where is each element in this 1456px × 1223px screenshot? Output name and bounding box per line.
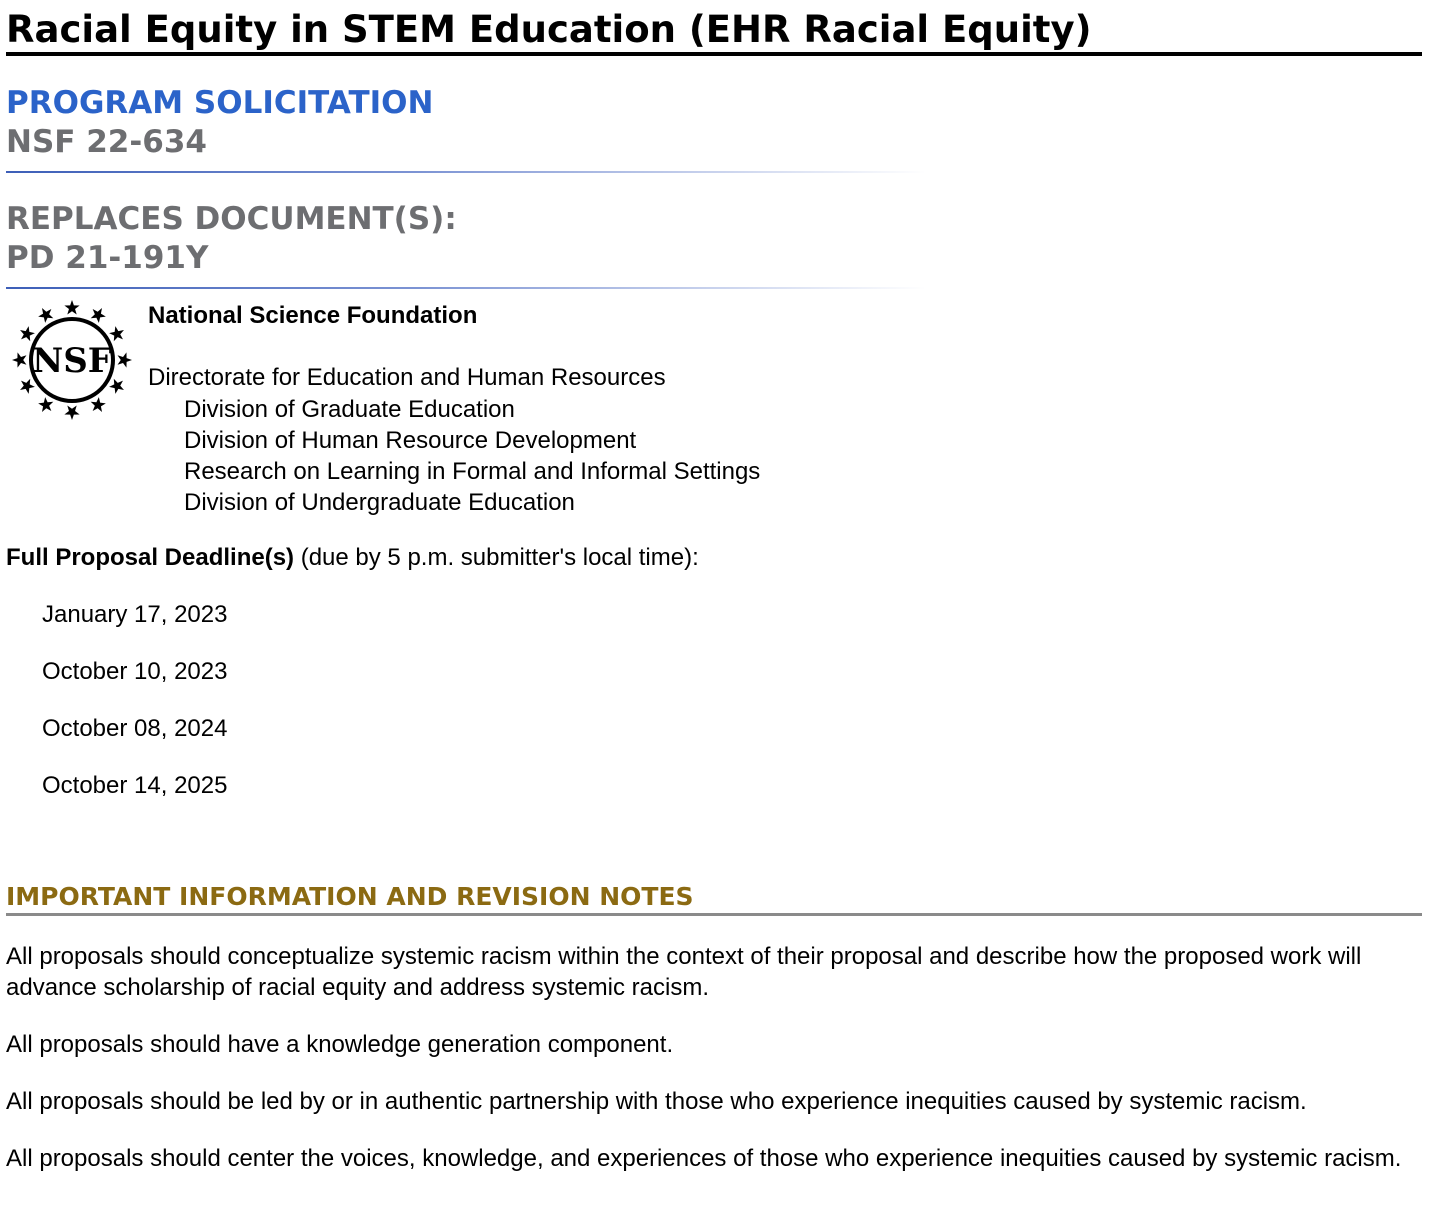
seal-star-icon: [91, 308, 106, 323]
seal-star-icon: [20, 326, 35, 341]
revision-note: All proposals should be led by or in authentic partnership with those who experience inequities caused by systemic racism.: [6, 1088, 1307, 1115]
division-item: Division of Human Resource Development: [184, 427, 637, 454]
revision-notes-heading: IMPORTANT INFORMATION AND REVISION NOTES: [6, 881, 1422, 916]
deadline-date: October 08, 2024: [42, 715, 228, 742]
revision-note: All proposals should have a knowledge generation component.: [6, 1031, 674, 1058]
seal-star-icon: [64, 406, 79, 420]
deadline-date: October 14, 2025: [42, 772, 228, 799]
division-item: Division of Graduate Education: [184, 396, 515, 423]
seal-star-icon: [118, 352, 132, 367]
seal-star-icon: [38, 397, 53, 412]
seal-star-icon: [12, 352, 26, 367]
deadline-date: January 17, 2023: [42, 601, 228, 628]
page-title: Racial Equity in STEM Education (EHR Racial Equity): [6, 8, 1422, 56]
deadline-date: October 10, 2023: [42, 658, 228, 685]
seal-star-icon: [109, 326, 124, 341]
division-list: [184, 394, 760, 518]
seal-star-icon: [64, 300, 79, 314]
divider: [6, 287, 926, 289]
deadline-heading: [6, 543, 699, 573]
nsf-logo-text: NSF: [32, 341, 112, 381]
revision-note: All proposals should conceptualize systemic racism within the context of their proposal and describe how the proposed work will advance scholarship of racial equity and address systemic racism.: [6, 943, 1362, 1001]
division-item: Research on Learning in Formal and Informal Settings: [184, 458, 761, 485]
divider: [6, 171, 926, 173]
revision-note: All proposals should center the voices, knowledge, and experiences of those who experience inequities caused by systemic racism.: [6, 1145, 1402, 1172]
replaced-document-number: PD 21-191Y: [6, 240, 209, 276]
deadline-heading-note: (due by 5 p.m. submitter's local time):: [294, 544, 699, 571]
agency-name: National Science Foundation: [148, 302, 478, 329]
nsf-logo-icon: [10, 298, 134, 422]
program-solicitation-label: PROGRAM SOLICITATION: [6, 85, 434, 121]
deadline-heading-label: Full Proposal Deadline(s): [6, 544, 295, 571]
directorate-name: Directorate for Education and Human Resources: [148, 364, 666, 391]
deadline-list: [42, 600, 227, 828]
division-item: Division of Undergraduate Education: [184, 489, 575, 516]
seal-star-icon: [91, 397, 106, 412]
replaces-documents-label: REPLACES DOCUMENT(S):: [6, 201, 457, 237]
seal-star-icon: [38, 308, 53, 323]
solicitation-number: NSF 22-634: [6, 124, 207, 160]
